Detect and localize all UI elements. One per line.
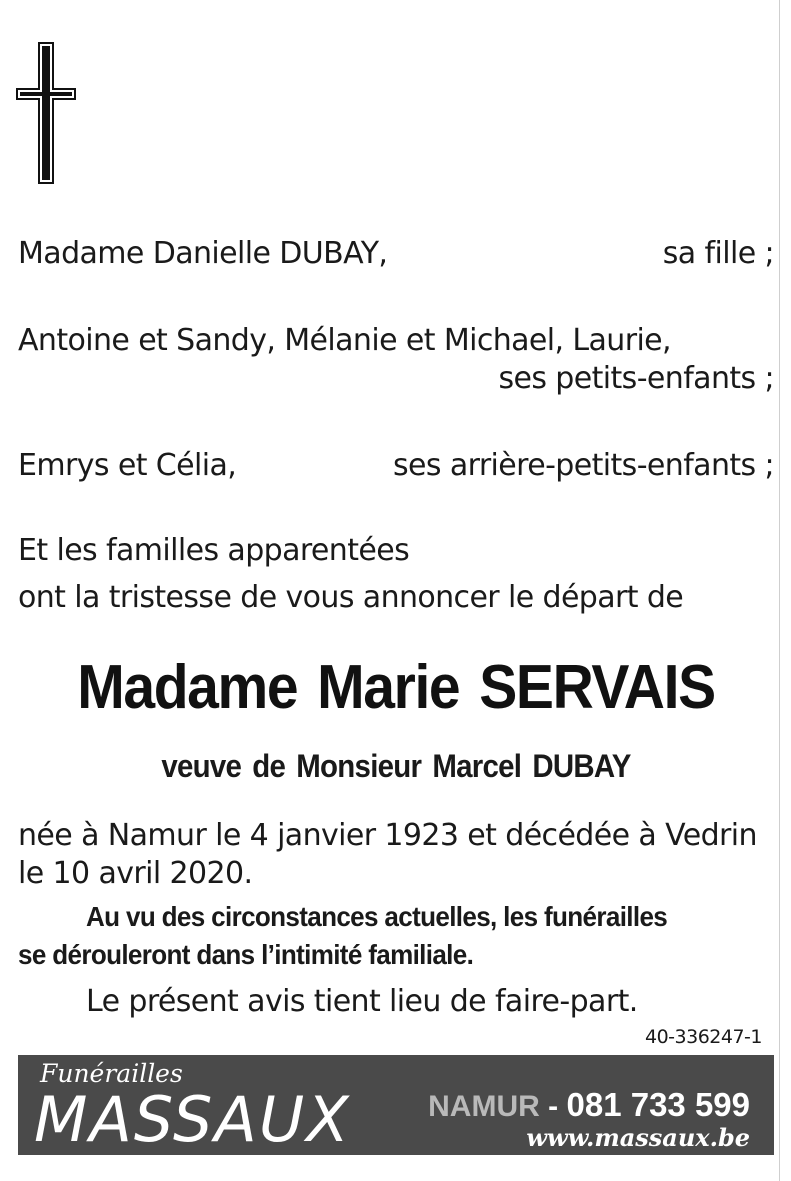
great-grandchildren-names: Emrys et Célia,: [18, 448, 237, 483]
relatives-line: Et les familles apparentées: [18, 533, 410, 568]
notice-line-1: Au vu des circonstances actuelles, les funérailles: [86, 901, 668, 932]
grandchildren-line: [18, 361, 774, 397]
daughter-name: Madame Danielle DUBAY,: [18, 236, 388, 271]
funeral-home-phone: 081 733 599: [566, 1086, 750, 1123]
great-grandchildren-line: [18, 448, 774, 484]
funeral-home-contact: [428, 1086, 750, 1124]
funeral-home-label: Funérailles: [40, 1059, 183, 1088]
funeral-home-banner: [18, 1055, 774, 1155]
contact-separator: -: [548, 1090, 559, 1123]
deceased-name: Madame Marie SERVAIS: [77, 653, 715, 722]
funeral-home-name: MASSAUX: [34, 1083, 351, 1156]
funeral-home-city: NAMUR: [428, 1090, 540, 1123]
daughter-role: sa fille ;: [662, 236, 774, 271]
birth-death-line-2: le 10 avril 2020.: [18, 856, 253, 891]
birth-death-line-1: née à Namur le 4 janvier 1923 et décédée à Vedrin: [18, 818, 757, 853]
grandchildren-role: ses petits-enfants ;: [498, 361, 774, 396]
cross-icon: [16, 42, 76, 184]
notice-line-2: se dérouleront dans l’intimité familiale.: [18, 939, 474, 970]
closing-line: Le présent avis tient lieu de faire-part.: [86, 984, 638, 1019]
announce-line: ont la tristesse de vous annoncer le départ de: [18, 580, 684, 615]
daughter-line: [18, 236, 774, 272]
widow-of-line: veuve de Monsieur Marcel DUBAY: [161, 748, 631, 784]
great-grandchildren-role: ses arrière-petits-enfants ;: [392, 448, 774, 483]
reference-number: 40-336247-1: [644, 1026, 762, 1048]
grandchildren-names: Antoine et Sandy, Mélanie et Michael, Laurie,: [18, 323, 671, 358]
funeral-home-website: www.massaux.be: [526, 1123, 750, 1152]
